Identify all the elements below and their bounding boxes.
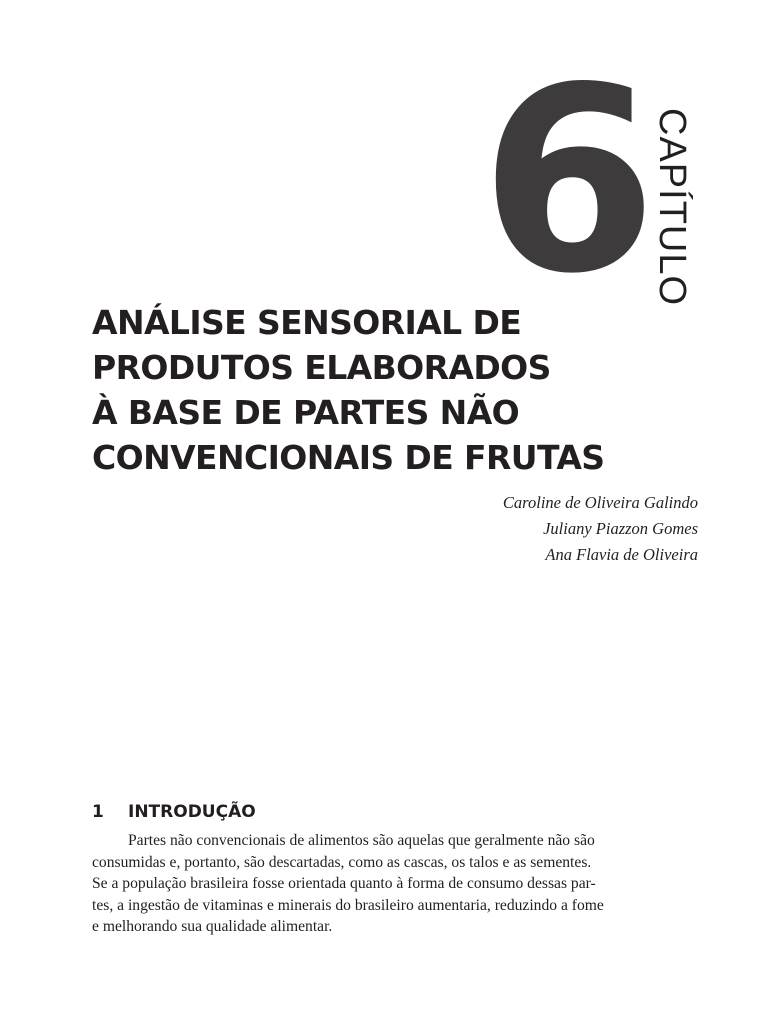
section-title: INTRODUÇÃO bbox=[128, 802, 256, 822]
author-name: Caroline de Oliveira Galindo bbox=[502, 493, 698, 512]
chapter-number: 6 bbox=[480, 33, 652, 330]
chapter-title-line: CONVENCIONAIS DE FRUTAS bbox=[92, 438, 605, 477]
chapter-title-line: ANÁLISE SENSORIAL DE bbox=[92, 303, 522, 342]
section-number: 1 bbox=[92, 802, 104, 822]
chapter-title-line: PRODUTOS ELABORADOS bbox=[92, 348, 551, 387]
paragraph-line: consumidas e, portanto, são descartadas, como as cascas, os talos e as sementes. bbox=[92, 853, 592, 871]
author-name: Ana Flavia de Oliveira bbox=[545, 545, 698, 564]
paragraph-line: Se a população brasileira fosse orientada quanto à forma de consumo dessas par- bbox=[92, 875, 596, 893]
intro-paragraph bbox=[92, 830, 699, 938]
section-heading bbox=[92, 801, 256, 823]
chapter-label: CAPÍTULO bbox=[651, 108, 693, 307]
author-name: Juliany Piazzon Gomes bbox=[543, 519, 698, 538]
author-list bbox=[503, 490, 698, 568]
paragraph-line: Partes não convencionais de alimentos são aquelas que geralmente não são bbox=[128, 832, 595, 849]
chapter-title-line: À BASE DE PARTES NÃO bbox=[92, 393, 520, 432]
chapter-title bbox=[92, 300, 712, 480]
paragraph-line: tes, a ingestão de vitaminas e minerais do brasileiro aumentaria, reduzindo a fome bbox=[92, 896, 604, 914]
paragraph-line: e melhorando sua qualidade alimentar. bbox=[92, 918, 333, 936]
